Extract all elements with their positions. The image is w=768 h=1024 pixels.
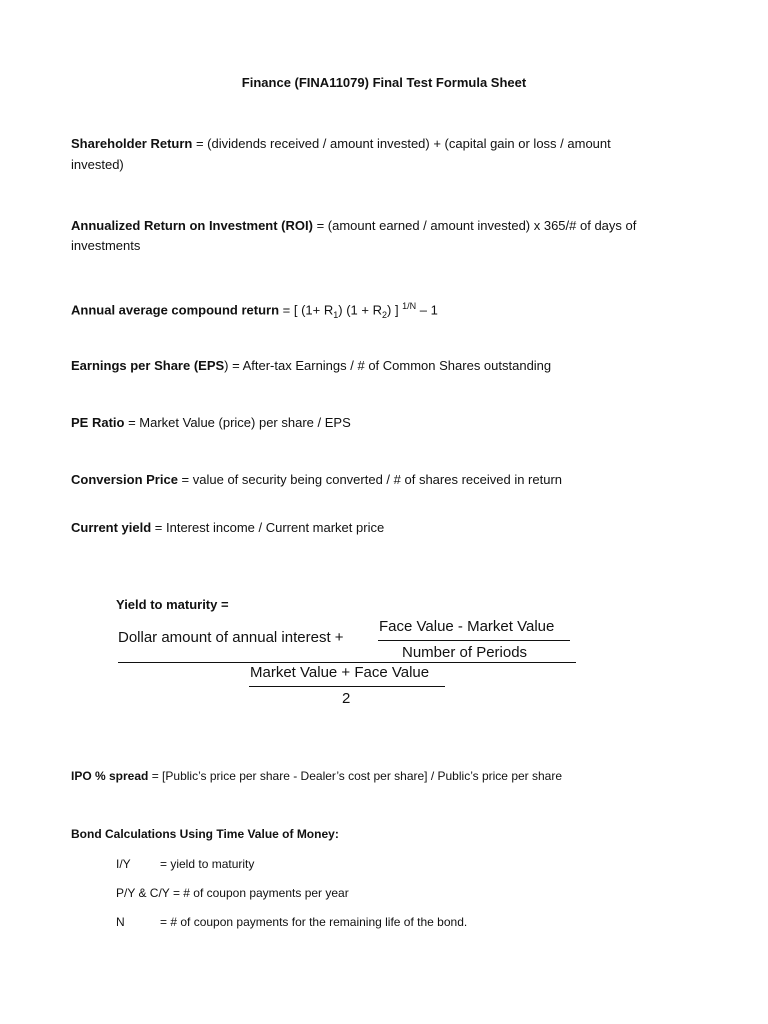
bond-calc-row-value: = # of coupon payments per year (172, 886, 349, 900)
ipo-spread-formula: = [Public’s price per share - Dealer’s cost per share] / Public’s price per share (148, 769, 563, 783)
eps-formula: ) = After-tax Earnings / # of Common Shares outstanding (224, 358, 552, 373)
compound-return-sub2: 2 (381, 309, 387, 320)
bond-calc-row-value: = yield to maturity (160, 857, 255, 871)
pe-ratio-term: PE Ratio (71, 415, 125, 430)
ytm-inner-fraction-bar (378, 640, 570, 641)
conversion-price-formula: = value of security being converted / # of shares received in return (177, 472, 563, 487)
compound-return-exponent: 1/N (402, 301, 417, 311)
conversion-price-term: Conversion Price (71, 472, 178, 487)
bond-calc-row-combined (116, 883, 349, 903)
shareholder-return-formula: = (dividends received / amount invested) + (capital gain or loss / amount (192, 136, 611, 151)
bond-calc-row-key: N (116, 915, 125, 929)
ipo-spread-line (71, 766, 562, 786)
ytm-main-fraction-bar (118, 662, 576, 663)
annualized-roi-term: Annualized Return on Investment (ROI) (71, 218, 313, 233)
compound-return-term: Annual average compound return (71, 302, 280, 318)
ipo-spread-term: IPO % spread (71, 769, 149, 783)
bond-calc-heading (71, 824, 339, 844)
compound-return-end: – 1 (416, 302, 438, 318)
compound-return-line (71, 296, 438, 325)
ytm-inner-numerator: Face Value - Market Value (379, 618, 555, 635)
current-yield-formula: = Interest income / Current market price (151, 520, 385, 535)
ytm-label (116, 595, 229, 615)
bond-calc-row-value: = # of coupon payments for the remaining life of the bond. (160, 915, 468, 929)
compound-return-eq-start: = [ (1+ R (279, 302, 334, 318)
current-yield-line (71, 518, 384, 538)
ytm-inner-denominator: Number of Periods (402, 644, 528, 661)
shareholder-return-line2: invested) (71, 157, 124, 172)
annualized-roi-formula: = (amount earned / amount invested) x 365/# of days of (312, 218, 637, 233)
ytm-denominator-denominator: 2 (342, 690, 351, 707)
annualized-roi-line1 (71, 216, 636, 236)
annualized-roi-line2: investments (71, 238, 141, 253)
eps-line (71, 356, 551, 376)
conversion-price-line (71, 470, 562, 490)
bond-calc-row-key: I/Y (116, 857, 131, 871)
shareholder-return-line1 (71, 134, 611, 154)
ytm-numerator-lead: Dollar amount of annual interest + (118, 629, 344, 646)
compound-return-sub1: 1 (333, 309, 339, 320)
ytm-label-text: Yield to maturity = (116, 597, 229, 612)
compound-return-mid2: ) ] (387, 302, 403, 318)
shareholder-return-term: Shareholder Return (71, 136, 193, 151)
pe-ratio-formula: = Market Value (price) per share / EPS (124, 415, 351, 430)
compound-return-mid1: ) (1 + R (338, 302, 382, 318)
page-title: Finance (FINA11079) Final Test Formula Sheet (241, 75, 527, 90)
ytm-denominator-numerator: Market Value + Face Value (250, 664, 430, 681)
current-yield-term: Current yield (71, 520, 152, 535)
ytm-denominator-fraction-bar (249, 686, 445, 687)
pe-ratio-line (71, 413, 351, 433)
bond-calc-heading-text: Bond Calculations Using Time Value of Money: (71, 827, 339, 841)
eps-term: Earnings per Share (EPS (71, 358, 225, 373)
bond-calc-row-key: P/Y & C/Y (116, 886, 170, 900)
